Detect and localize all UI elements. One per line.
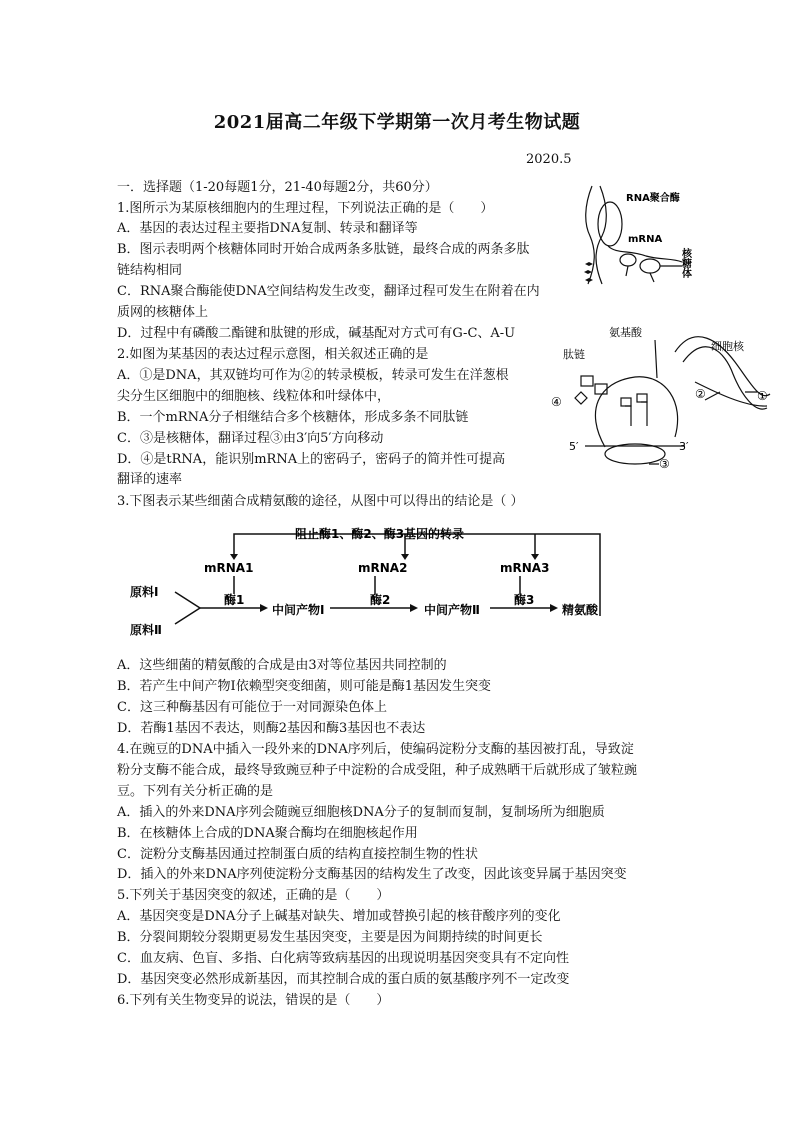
q4-stem-cont-2: 豆。下列有关分析正确的是 (117, 784, 274, 799)
figure-gene-expression (545, 322, 780, 472)
fig3-mid2: 中间产物Ⅱ (424, 603, 480, 617)
fig3-mrna2: mRNA2 (358, 561, 408, 575)
q2-option-c: C．③是核糖体，翻译过程③由3′向5′方向移动 (117, 431, 384, 446)
q3-option-d: D．若酶1基因不表达，则酶2基因和酶3基因也不表达 (117, 721, 426, 736)
q1-option-b: B．图示表明两个核糖体同时开始合成两条多肽链，最终合成的两条多肽 (117, 242, 530, 257)
fig3-enzyme2: 酶2 (370, 593, 391, 607)
q1-option-c-cont: 质网的核糖体上 (117, 305, 209, 320)
fig3-raw2: 原料Ⅱ (130, 623, 162, 637)
q3-option-a: A．这些细菌的精氨酸的合成是由3对等位基因共同控制的 (117, 658, 447, 673)
q3-option-b: B．若产生中间产物Ⅰ依赖型突变细菌，则可能是酶1基因发生突变 (117, 679, 491, 694)
fig2-mark-3: ③ (659, 457, 670, 471)
q2-option-b: B．一个mRNA分子相继结合多个核糖体，形成多条不同肽链 (117, 410, 469, 425)
q4-option-c: C．淀粉分支酶基因通过控制蛋白质的结构直接控制生物的性状 (117, 847, 478, 862)
fig3-enzyme1: 酶1 (224, 593, 245, 607)
fig2-mark-2: ② (695, 387, 706, 401)
q6-stem: 6.下列有关生物变异的说法，错误的是（ ） (117, 993, 390, 1008)
q3-stem: 3.下图表示某些细菌合成精氨酸的途径，从图中可以得出的结论是（ ） (117, 494, 524, 509)
fig3-mrna1: mRNA1 (204, 561, 254, 575)
fig2-label-amino-acid: 氨基酸 (609, 326, 642, 339)
fig3-feedback: 阻止酶1、酶2、酶3基因的转录 (295, 527, 465, 541)
fig2-label-peptide: 肽链 (563, 348, 585, 361)
q5-option-c: C．血友病、色盲、多指、白化病等致病基因的出现说明基因突变具有不定向性 (117, 951, 569, 966)
q5-option-a: A．基因突变是DNA分子上碱基对缺失、增加或替换引起的核苷酸序列的变化 (117, 909, 561, 924)
q1-option-b-cont: 链结构相同 (117, 263, 183, 278)
fig1-label-ribosome: 核糖体 (679, 248, 691, 278)
figure-arginine-pathway (130, 524, 650, 649)
q5-option-d: D．基因突变必然形成新基因，而其控制合成的蛋白质的氨基酸序列不一定改变 (117, 972, 570, 987)
fig2-mark-1: ① (757, 389, 768, 403)
fig3-raw1: 原料Ⅰ (130, 585, 159, 599)
fig2-mark-4: ④ (551, 395, 562, 409)
q5-option-b: B．分裂间期较分裂期更易发生基因突变，主要是因为间期持续的时间更长 (117, 930, 543, 945)
q2-option-a: A．①是DNA，其双链均可作为②的转录模板，转录可发生在洋葱根 (117, 368, 509, 383)
fig2-label-3prime: 3′ (679, 440, 689, 453)
q4-stem-cont-1: 粉分支酶不能合成，最终导致豌豆种子中淀粉的合成受阻，种子成熟晒干后就形成了皱粒豌 (117, 763, 638, 778)
q2-option-d-cont: 翻译的速率 (117, 472, 183, 487)
q4-stem: 4.在豌豆的DNA中插入一段外来的DNA序列后，使编码淀粉分支酶的基因被打乱，导致淀 (117, 742, 634, 757)
q1-stem: 1.图所示为某原核细胞内的生理过程，下列说法正确的是（ ） (117, 201, 494, 216)
q3-option-c: C．这三种酶基因有可能位于一对同源染色体上 (117, 700, 387, 715)
fig3-product: 精氨酸 (562, 603, 599, 617)
fig1-label-rna-polymerase: RNA聚合酶 (626, 193, 680, 204)
q1-option-a: A．基因的表达过程主要指DNA复制、转录和翻译等 (117, 221, 418, 236)
page-title: 2021届高二年级下学期第一次月考生物试题 (213, 112, 581, 133)
fig3-enzyme3: 酶3 (514, 593, 535, 607)
fig3-mid1: 中间产物Ⅰ (272, 603, 325, 617)
fig1-label-mrna: mRNA (628, 234, 663, 245)
fig2-label-nucleus: 细胞核 (711, 340, 744, 353)
q1-option-d: D．过程中有磷酸二酯键和肽键的形成，碱基配对方式可有G-C、A-U (117, 326, 516, 341)
q4-option-d: D．插入的外来DNA序列使淀粉分支酶基因的结构发生了改变，因此该变异属于基因突变 (117, 867, 627, 882)
fig3-mrna3: mRNA3 (500, 561, 550, 575)
q2-option-d: D．④是tRNA，能识别mRNA上的密码子，密码子的简并性可提高 (117, 452, 506, 467)
q4-option-a: A．插入的外来DNA序列会随豌豆细胞核DNA分子的复制而复制，复制场所为细胞质 (117, 805, 605, 820)
q2-stem: 2.如图为某基因的表达过程示意图，相关叙述正确的是 (117, 347, 429, 362)
q4-option-b: B．在核糖体上合成的DNA聚合酶均在细胞核起作用 (117, 826, 418, 841)
q2-option-a-cont: 尖分生区细胞中的细胞核、线粒体和叶绿体中， (117, 389, 391, 404)
fig2-label-5prime: 5′ (569, 440, 579, 453)
q5-stem: 5.下列关于基因突变的叙述，正确的是（ ） (117, 888, 390, 903)
figure-transcription-translation (570, 184, 700, 299)
q1-option-c: C．RNA聚合酶能使DNA空间结构发生改变，翻译过程可发生在附着在内 (117, 284, 540, 299)
section-heading: 一．选择题（1-20每题1分，21-40每题2分，共60分） (117, 180, 438, 195)
exam-date: 2020.5 (526, 152, 572, 167)
